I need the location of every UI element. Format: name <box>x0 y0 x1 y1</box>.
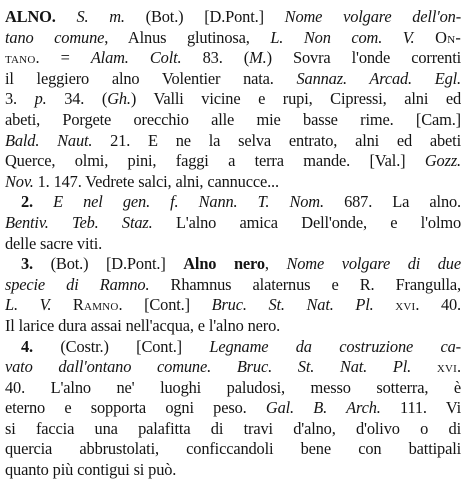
entry-line-5: 3. p. 34. (Gh.) Valli vicine e rupi, Cipressi, alni ed <box>5 89 461 109</box>
entry-line-16: Il larice dura assai nell'acqua, e l'alno nero. <box>5 315 281 335</box>
entry-line-23: quanto più contigui si può. <box>5 460 177 480</box>
entry-line-9: Nov. 1. 147. Vedrete salci, alni, cannucce... <box>5 171 279 191</box>
entry-line-15: L. V. Ramno. [Cont.] Bruc. St. Nat. Pl. xvi. 40. <box>5 295 461 315</box>
entry-line-1: ALNO. S. m. (Bot.) [D.Pont.] Nome volgare dell'on- <box>5 7 461 26</box>
entry-line-6: abeti, Porgete orecchio alle mie basse rime. [Cam.] <box>5 109 461 129</box>
headword: ALNO. <box>5 7 56 26</box>
entry-line-20: eterno e sopporta ogni peso. Gal. B. Arch. 111. Vi <box>5 398 461 418</box>
entry-line-21: si faccia una palafitta di travi d'alno, d'olivo o di <box>5 418 461 438</box>
entry-line-8: Querce, olmi, pini, faggi a terra mande. [Val.] Gozz. <box>5 151 461 171</box>
entry-line-17: 4. (Costr.) [Cont.] Legname da costruzione ca- <box>21 336 461 356</box>
entry-line-2: tano comune, Alnus glutinosa, L. Non com. V. On- <box>5 27 461 47</box>
entry-line-14: specie di Ramno. Rhamnus alaternus e R. Frangulla, <box>5 274 461 294</box>
entry-line-19: 40. L'alno ne' luoghi paludosi, messo sotterra, è <box>5 377 461 397</box>
entry-line-18: vato dall'ontano comune. Bruc. St. Nat. Pl. xvi. <box>5 357 461 377</box>
entry-line-13: 3. (Bot.) [D.Pont.] Alno nero, Nome volgare di due <box>21 254 461 274</box>
entry-line-11: Bentiv. Teb. Staz. L'alno amica Dell'onde, e l'olmo <box>5 212 461 232</box>
entry-line-4: il leggiero alno Volentier nata. Sannaz. Arcad. Egl. <box>5 68 461 88</box>
entry-line-22: quercia abbrustolati, conficcandoli bene con battipali <box>5 439 461 459</box>
entry-line-12: delle sacre viti. <box>5 233 103 253</box>
entry-line-10: 2. E nel gen. f. Nann. T. Nom. 687. La alno. <box>21 192 461 212</box>
entry-line-7: Bald. Naut. 21. E ne la selva entrato, alni ed abeti <box>5 130 461 150</box>
entry-line-3: tano. = Alam. Colt. 83. (M.) Sovra l'onde correnti <box>5 48 461 68</box>
